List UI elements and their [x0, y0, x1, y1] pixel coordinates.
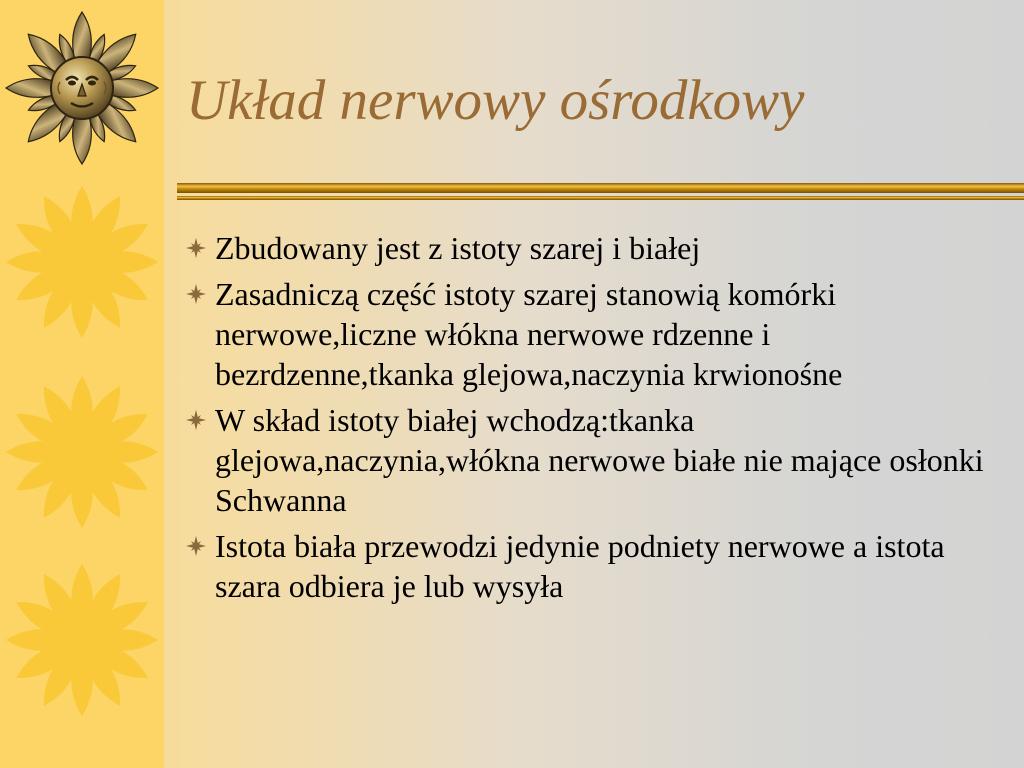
bullet-text: Zbudowany jest z istoty szarej i białej	[215, 230, 701, 266]
bullet-item	[185, 526, 1015, 606]
sun-icon	[2, 560, 162, 720]
bullet-item	[185, 400, 1015, 520]
bullet-text: W skład istoty białej wchodzą:tkanka glejowa,naczynia,włókna nerwowe białe nie mające osłonki Schwanna	[215, 402, 984, 518]
sun-icon	[2, 182, 162, 342]
bullet-list	[185, 228, 1015, 612]
bullet-text: Istota biała przewodzi jedynie podniety nerwowe a istota szara odbiera je lub wysyła	[215, 528, 945, 604]
title-divider	[177, 181, 1024, 203]
decorative-sidebar	[0, 0, 164, 768]
star-bullet-icon	[185, 283, 207, 305]
bullet-item	[185, 274, 1015, 394]
star-bullet-icon	[185, 409, 207, 431]
sun-icon	[2, 372, 162, 532]
bullet-item	[185, 228, 1015, 268]
star-bullet-icon	[185, 237, 207, 259]
sun-face-icon	[2, 8, 162, 168]
slide-title: Układ nerwowy ośrodkowy	[186, 69, 805, 132]
bullet-text: Zasadniczą część istoty szarej stanowią komórki nerwowe,liczne włókna nerwowe rdzenne i bezrdzenne,tkanka glejowa,naczynia krwionośne	[215, 276, 843, 392]
star-bullet-icon	[185, 535, 207, 557]
